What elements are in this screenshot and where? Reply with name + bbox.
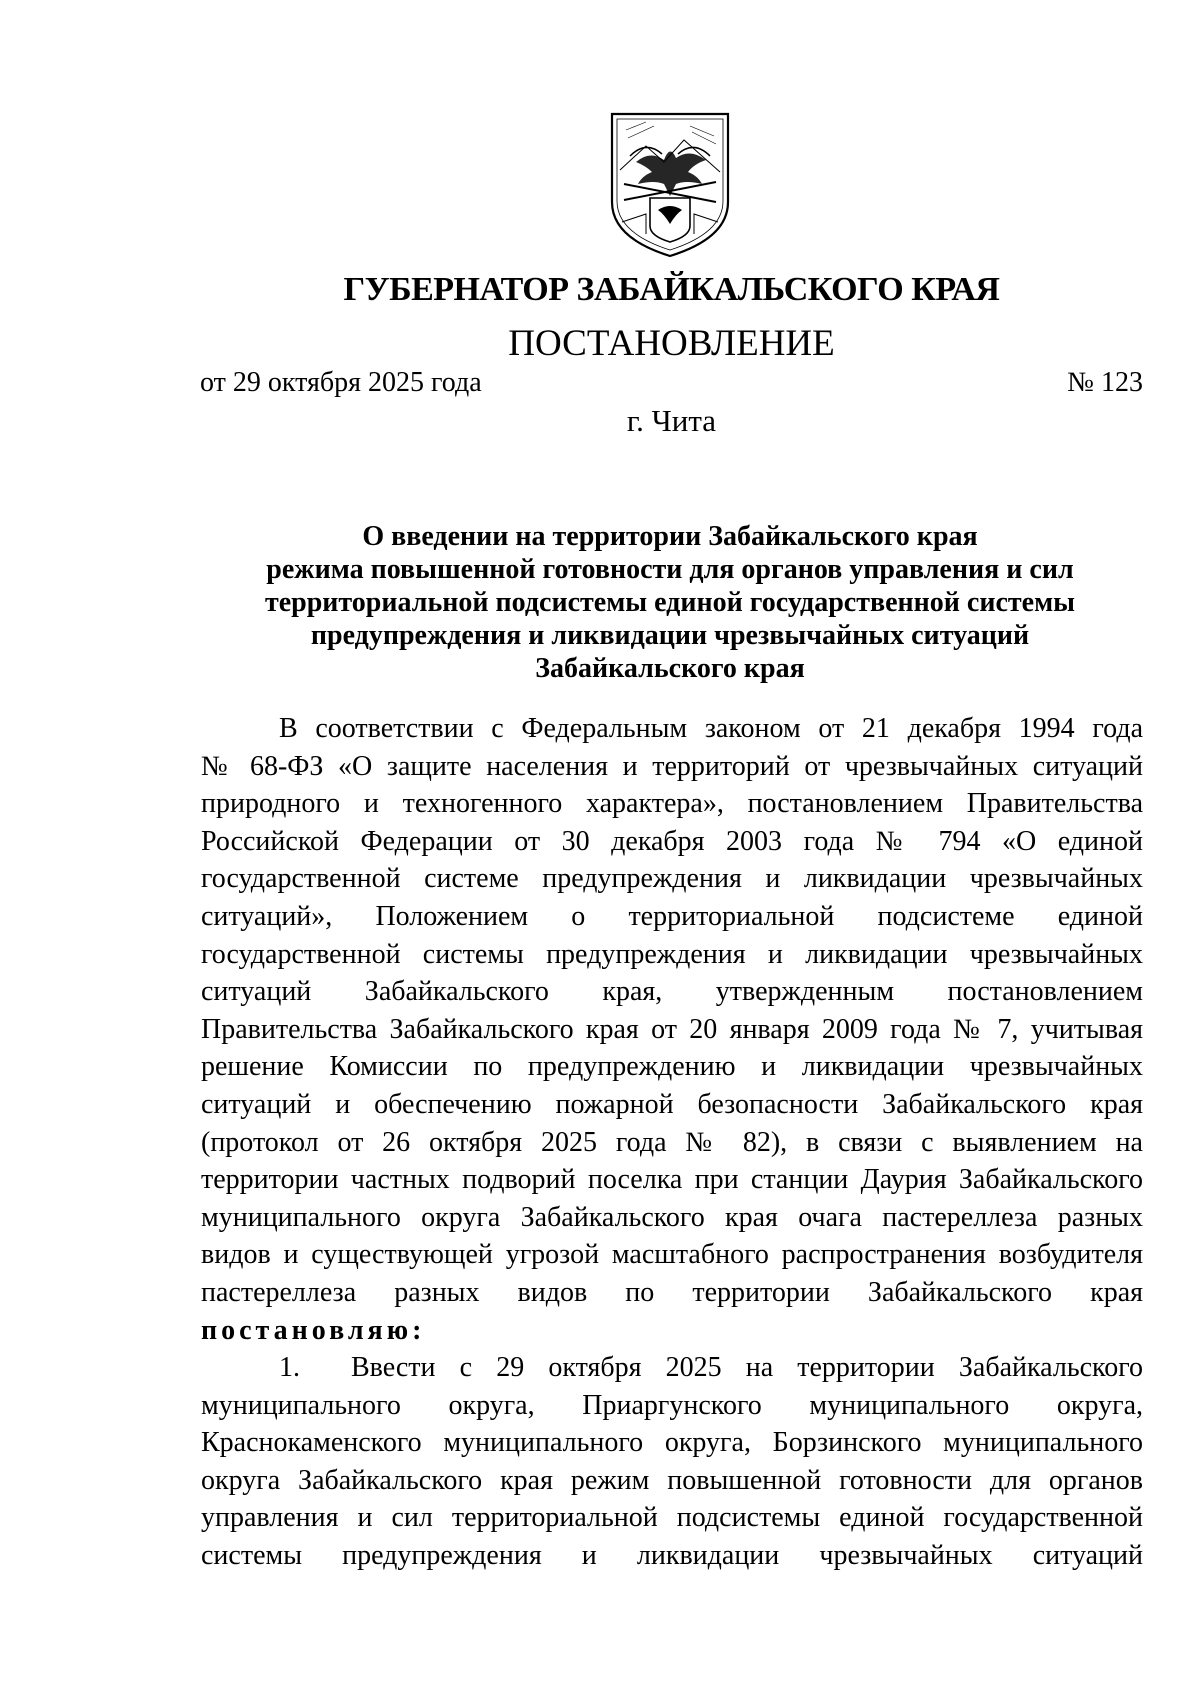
- preamble-line: Правительства Забайкальского края от 20 января 2009 года № 7, учитывая: [201, 1013, 1143, 1045]
- document-type: ПОСТАНОВЛЕНИЕ: [508, 323, 835, 364]
- preamble-line: видов и существующей угрозой масштабного распространения возбудителя: [201, 1239, 1143, 1271]
- document-date: от 29 октября 2025 года: [200, 367, 482, 398]
- preamble-line: государственной системе предупреждения и ликвидации чрезвычайных: [201, 863, 1143, 895]
- document-number: № 123: [1067, 367, 1143, 398]
- preamble-line: В соответствии с Федеральным законом от 21 декабря 1994 года: [279, 713, 1143, 744]
- item-line: системы предупреждения и ликвидации чрезвычайных ситуаций: [201, 1540, 1143, 1572]
- preamble-line: Российской Федерации от 30 декабря 2003 года № 794 «О единой: [201, 825, 1143, 857]
- subject-line: Забайкальского края: [535, 653, 805, 684]
- preamble-line: ситуаций Забайкальского края, утвержденным постановлением: [201, 976, 1143, 1008]
- decree-word: постановляю:: [201, 1314, 426, 1346]
- subject-line: О введении на территории Забайкальского края: [362, 521, 978, 552]
- preamble-line: государственной системы предупреждения и ликвидации чрезвычайных: [201, 938, 1143, 970]
- preamble-line: ситуаций и обеспечению пожарной безопасности Забайкальского края: [201, 1088, 1143, 1120]
- coat-of-arms-icon: [606, 110, 734, 260]
- document-subject: [240, 520, 1100, 685]
- preamble-line: пастереллеза разных видов по территории Забайкальского края: [201, 1276, 1143, 1308]
- item-line: управления и сил территориальной подсистемы единой государственной: [201, 1502, 1143, 1534]
- document-city: г. Чита: [626, 403, 717, 438]
- subject-line: режима повышенной готовности для органов управления и сил: [266, 554, 1074, 585]
- subject-line: территориальной подсистемы единой государственной системы: [264, 587, 1076, 618]
- preamble-line: № 68-ФЗ «О защите населения и территорий от чрезвычайных ситуаций: [201, 750, 1143, 782]
- preamble-paragraph: [201, 710, 1143, 1575]
- preamble-line: территории частных подворий поселка при станции Даурия Забайкальского: [201, 1164, 1143, 1196]
- item-number: 1.: [279, 1352, 300, 1384]
- item-line: муниципального округа, Приаргунского муниципального округа,: [201, 1389, 1143, 1421]
- preamble-line: решение Комиссии по предупреждению и ликвидации чрезвычайных: [201, 1051, 1143, 1083]
- preamble-line: (протокол от 26 октября 2025 года № 82), в связи с выявлением на: [201, 1126, 1143, 1158]
- item-line: Краснокаменского муниципального округа, Борзинского муниципального: [201, 1427, 1143, 1459]
- preamble-line: муниципального округа Забайкальского края очага пастереллеза разных: [201, 1201, 1143, 1233]
- issuer-title: ГУБЕРНАТОР ЗАБАЙКАЛЬСКОГО КРАЯ: [343, 271, 1000, 308]
- item-line: [201, 1349, 1143, 1387]
- preamble-line: ситуаций», Положением о территориальной подсистеме единой: [201, 900, 1143, 932]
- item-line-text: Ввести с 29 октября 2025 на территории Забайкальского: [351, 1352, 1143, 1384]
- preamble-line: природного и техногенного характера», постановлением Правительства: [201, 788, 1143, 820]
- item-line: округа Забайкальского края режим повышенной готовности для органов: [201, 1464, 1143, 1496]
- subject-line: предупреждения и ликвидации чрезвычайных ситуаций: [310, 620, 1030, 651]
